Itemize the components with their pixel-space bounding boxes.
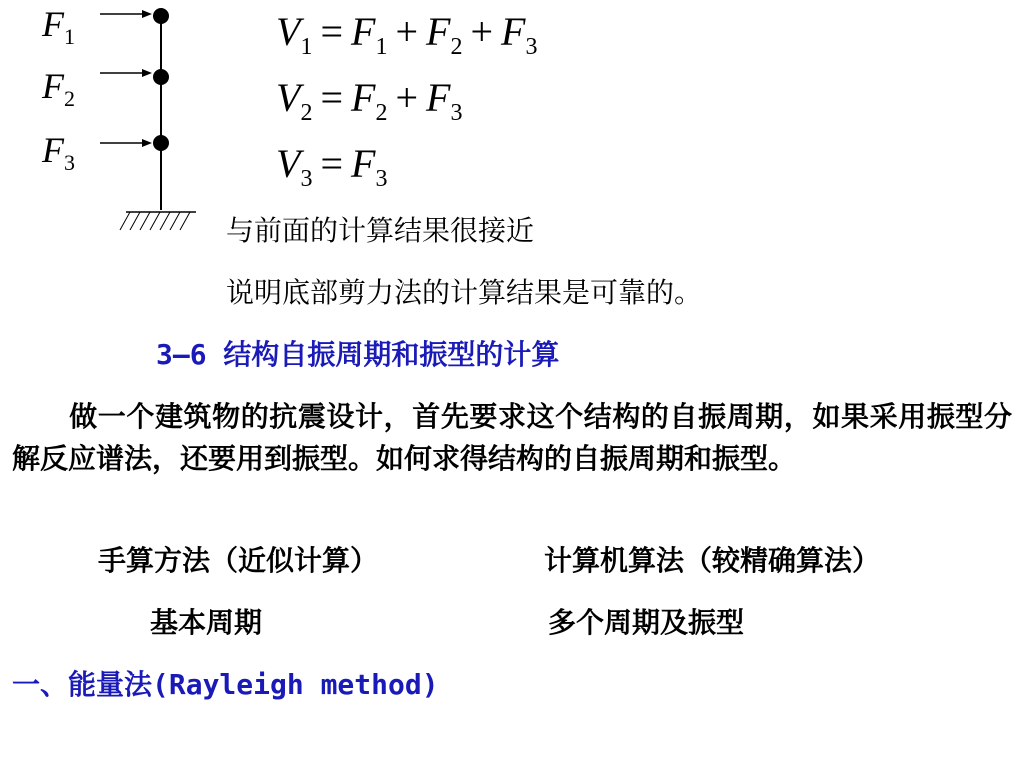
section-title: 3—6 结构自振周期和振型的计算 <box>156 338 560 371</box>
plus-sign: + <box>470 9 493 54</box>
equation-v2 <box>276 76 462 135</box>
eq-lhs-sub: 2 <box>300 100 313 126</box>
eq-term-sub: 3 <box>450 100 463 126</box>
force-sub: 2 <box>64 86 75 111</box>
eq-lhs: V <box>276 9 301 54</box>
eq-term: F <box>426 9 451 54</box>
equals-sign: = <box>320 141 343 186</box>
eq-term: F <box>351 9 376 54</box>
computer-method-label: 计算机算法（较精确算法） <box>544 544 881 577</box>
eq-lhs: V <box>276 141 301 186</box>
eq-lhs-sub: 3 <box>300 166 313 192</box>
mass-node-2 <box>153 69 169 85</box>
structure-diagram <box>0 0 220 240</box>
plus-sign: + <box>395 9 418 54</box>
equation-v1 <box>276 10 537 69</box>
eq-term: F <box>351 141 376 186</box>
eq-term-sub: 2 <box>450 34 463 60</box>
conclusion-note: 说明底部剪力法的计算结果是可靠的。 <box>226 276 703 309</box>
fixed-support <box>120 212 196 230</box>
force-name: F <box>42 130 64 170</box>
multiple-periods-label: 多个周期及振型 <box>548 606 745 639</box>
force-arrow-3 <box>100 139 152 147</box>
force-sub: 3 <box>64 150 75 175</box>
eq-term-sub: 3 <box>525 34 538 60</box>
mass-node-3 <box>153 135 169 151</box>
mass-node-1 <box>153 8 169 24</box>
force-name: F <box>42 4 64 44</box>
eq-term-sub: 2 <box>375 100 388 126</box>
fundamental-period-label: 基本周期 <box>150 606 263 639</box>
force-sub: 1 <box>64 24 75 49</box>
eq-term: F <box>426 75 451 120</box>
force-label-1 <box>42 4 75 57</box>
eq-term-sub: 3 <box>375 166 388 192</box>
comparison-note: 与前面的计算结果很接近 <box>226 214 535 247</box>
equals-sign: = <box>320 9 343 54</box>
force-arrow-1 <box>100 10 152 18</box>
eq-lhs-sub: 1 <box>300 34 313 60</box>
eq-term: F <box>351 75 376 120</box>
eq-term: F <box>501 9 526 54</box>
subsection-title: 一、能量法(Rayleigh method) <box>12 668 439 701</box>
force-label-2 <box>42 66 75 119</box>
force-label-3 <box>42 130 75 183</box>
eq-lhs: V <box>276 75 301 120</box>
force-name: F <box>42 66 64 106</box>
manual-method-label: 手算方法（近似计算） <box>98 544 379 577</box>
force-arrow-2 <box>100 69 152 77</box>
intro-paragraph: 做一个建筑物的抗震设计，首先要求这个结构的自振周期，如果采用振型分解反应谱法，还要用到振型。如何求得结构的自振周期和振型。 <box>12 400 1012 475</box>
eq-term-sub: 1 <box>375 34 388 60</box>
equals-sign: = <box>320 75 343 120</box>
equation-v3 <box>276 142 387 201</box>
plus-sign: + <box>395 75 418 120</box>
